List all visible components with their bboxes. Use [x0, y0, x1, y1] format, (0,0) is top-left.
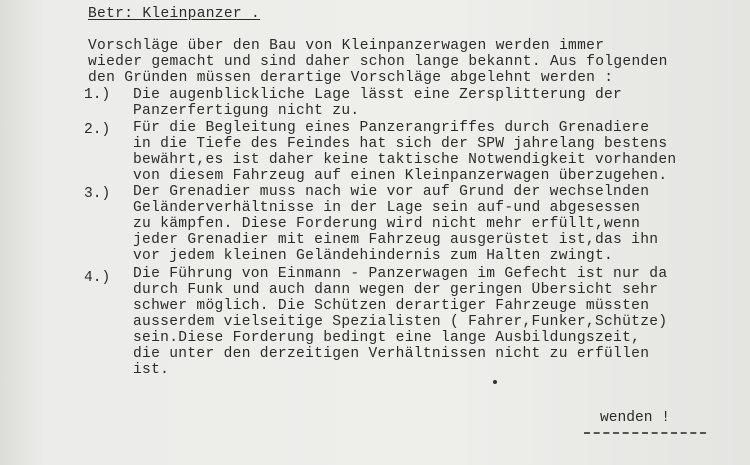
point-line: Geländerverhältnisse in der Lage sein auf-und abgesessen — [133, 200, 641, 216]
point-line: zu kämpfen. Diese Forderung wird nicht mehr erfüllt,wenn — [133, 216, 641, 232]
point-line: durch Funk und auch dann wegen der geringen Übersicht sehr — [133, 282, 659, 298]
point-number: 2.) — [84, 122, 111, 138]
dashed-underline — [584, 432, 706, 434]
point-line: Panzerfertigung nicht zu. — [133, 103, 360, 119]
point-line: Für die Begleitung eines Panzerangriffes durch Grenadiere — [133, 120, 650, 136]
point-line: jeder Grenadier mit einem Fahrzeug ausgerüstet ist,das ihn — [133, 232, 659, 248]
document-heading: Betr: Kleinpanzer . — [88, 6, 261, 22]
point-line: Die augenblickliche Lage lässt eine Zersplitterung der — [133, 87, 623, 103]
point-number: 3.) — [84, 186, 111, 202]
intro-line: wieder gemacht und sind daher schon lange bekannt. Aus folgenden — [88, 54, 668, 70]
point-number: 4.) — [84, 270, 111, 286]
point-line: vor jedem kleinen Geländehindernis zum Halten zwingt. — [133, 248, 614, 264]
point-line: ist. — [133, 362, 170, 378]
point-line: sein.Diese Forderung bedingt eine lange Ausbildungszeit, — [133, 330, 641, 346]
point-number: 1.) — [84, 87, 111, 103]
intro-line: Vorschläge über den Bau von Kleinpanzerwagen werden immer — [88, 38, 605, 54]
point-line: Der Grenadier muss nach wie vor auf Grund der wechselnden — [133, 184, 650, 200]
ink-dot — [493, 380, 497, 384]
point-line: bewährt,es ist daher keine taktische Notwendigkeit vorhanden — [133, 152, 677, 168]
point-line: Die Führung von Einmann - Panzerwagen im Gefecht ist nur da — [133, 266, 668, 282]
intro-line: den Gründen müssen derartige Vorschläge abgelehnt werden : — [88, 70, 614, 86]
point-line: ausserdem vielseitige Spezialisten ( Fahrer,Funker,Schütze) — [133, 314, 668, 330]
point-line: die unter den derzeitigen Verhältnissen nicht zu erfüllen — [133, 346, 650, 362]
point-line: schwer möglich. Die Schützen derartiger Fahrzeuge müssten — [133, 298, 650, 314]
point-line: in die Tiefe des Feindes hat sich der SPW jahrelang bestens — [133, 136, 668, 152]
point-line: von diesem Fahrzeug auf einen Kleinpanzerwagen überzugehen. — [133, 168, 668, 184]
footer-note: wenden ! — [600, 410, 671, 426]
